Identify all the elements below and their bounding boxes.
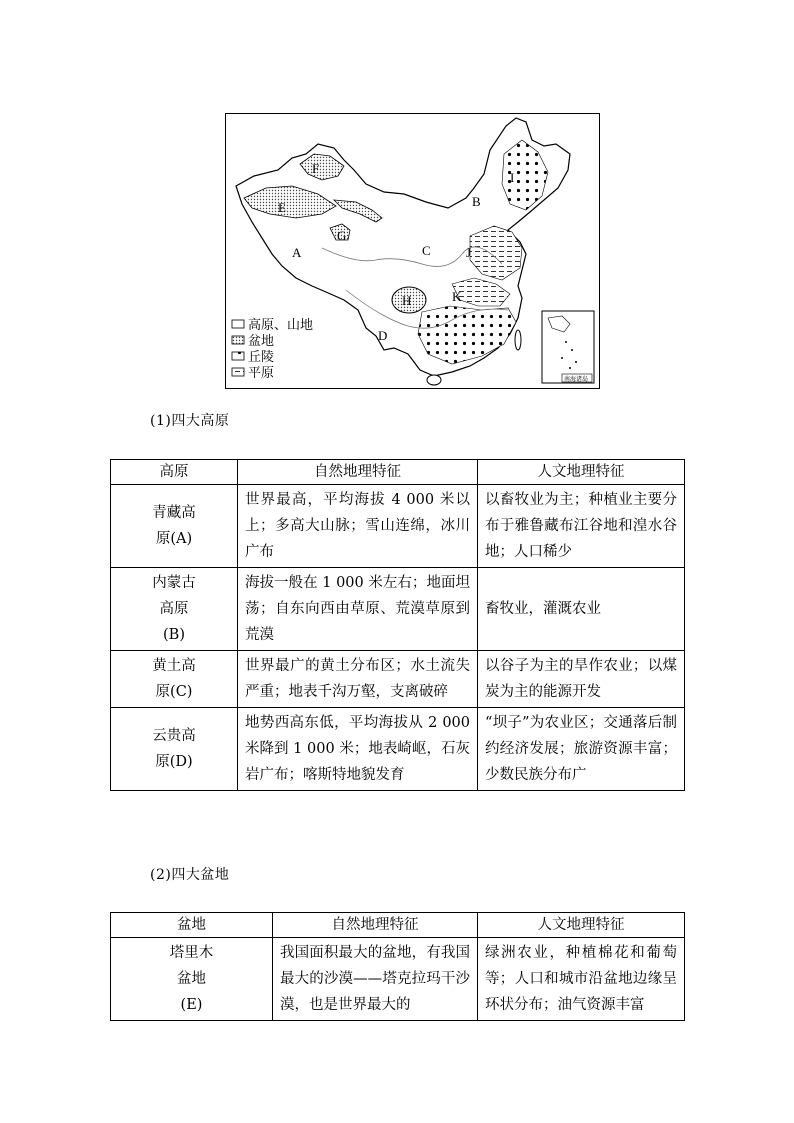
south-china-sea-inset [542, 311, 594, 383]
map-label-i: I [510, 170, 515, 185]
row-natural: 海拔一般在 1 000 米左右；地面坦荡；自东向西由草原、荒漠草原到荒漠 [238, 568, 478, 651]
table-header-row [111, 460, 685, 485]
legend-label-plain: 平原 [248, 365, 275, 380]
row-name: 云贵高原(D) [111, 708, 238, 791]
map-label-j: J [466, 245, 472, 260]
map-legend [232, 317, 313, 380]
header-cell: 自然地理特征 [238, 460, 478, 485]
inset-label: 南海诸岛 [564, 376, 589, 383]
row-name: 青藏高原(A) [111, 485, 238, 568]
map-label-e: E [278, 200, 286, 215]
table-row [111, 938, 685, 1021]
header-cell: 盆地 [111, 913, 273, 938]
basin-table [110, 912, 685, 1021]
map-label-b: B [472, 194, 481, 209]
table-row [111, 708, 685, 791]
header-cell: 人文地理特征 [478, 913, 685, 938]
row-human: 绿洲农业，种植棉花和葡萄等；人口和城市沿盆地边缘呈环状分布；油气资源丰富 [478, 938, 685, 1021]
china-terrain-map [225, 113, 600, 389]
row-human: 畜牧业，灌溉农业 [478, 568, 685, 651]
map-label-g: G [337, 228, 347, 243]
row-name: 黄土高原(C) [111, 651, 238, 708]
map-label-k: K [452, 289, 462, 304]
plateau-table [110, 459, 685, 791]
row-natural: 地势西高东低，平均海拔从 2 000 米降到 1 000 米；地表崎岖，石灰岩广布；喀斯特地貌发育 [238, 708, 478, 791]
map-label-d: D [378, 328, 388, 343]
legend-label-basin: 盆地 [248, 333, 275, 348]
legend-label-plateau: 高原、山地 [248, 317, 314, 332]
table-header-row [111, 913, 685, 938]
header-cell: 自然地理特征 [273, 913, 478, 938]
row-natural: 世界最高，平均海拔 4 000 米以上；多高大山脉；雪山连绵，冰川广布 [238, 485, 478, 568]
row-name: 塔里木盆地(E) [111, 938, 273, 1021]
header-cell: 人文地理特征 [478, 460, 685, 485]
row-natural: 世界最广的黄土分布区；水土流失严重；地表千沟万壑，支离破碎 [238, 651, 478, 708]
header-cell: 高原 [111, 460, 238, 485]
section1-title: (1)四大高原 [150, 413, 230, 429]
table-row [111, 651, 685, 708]
table-row [111, 568, 685, 651]
row-natural: 我国面积最大的盆地，有我国最大的沙漠——塔克拉玛干沙漠，也是世界最大的 [273, 938, 478, 1021]
row-human: “坝子”为农业区；交通落后制约经济发展；旅游资源丰富；少数民族分布广 [478, 708, 685, 791]
row-name: 内蒙古高原(B) [111, 568, 238, 651]
map-label-h: H [402, 293, 412, 308]
map-label-f: F [312, 161, 320, 176]
table-row [111, 485, 685, 568]
row-human: 以谷子为主的旱作农业；以煤炭为主的能源开发 [478, 651, 685, 708]
row-human: 以畜牧业为主；种植业主要分布于雅鲁藏布江谷地和湟水谷地；人口稀少 [478, 485, 685, 568]
legend-label-hills: 丘陵 [248, 349, 275, 364]
map-drawing [226, 114, 598, 387]
map-label-c: C [422, 243, 431, 258]
section2-title: (2)四大盆地 [150, 867, 230, 883]
map-label-a: A [292, 245, 302, 260]
southeast-hills [418, 306, 516, 364]
